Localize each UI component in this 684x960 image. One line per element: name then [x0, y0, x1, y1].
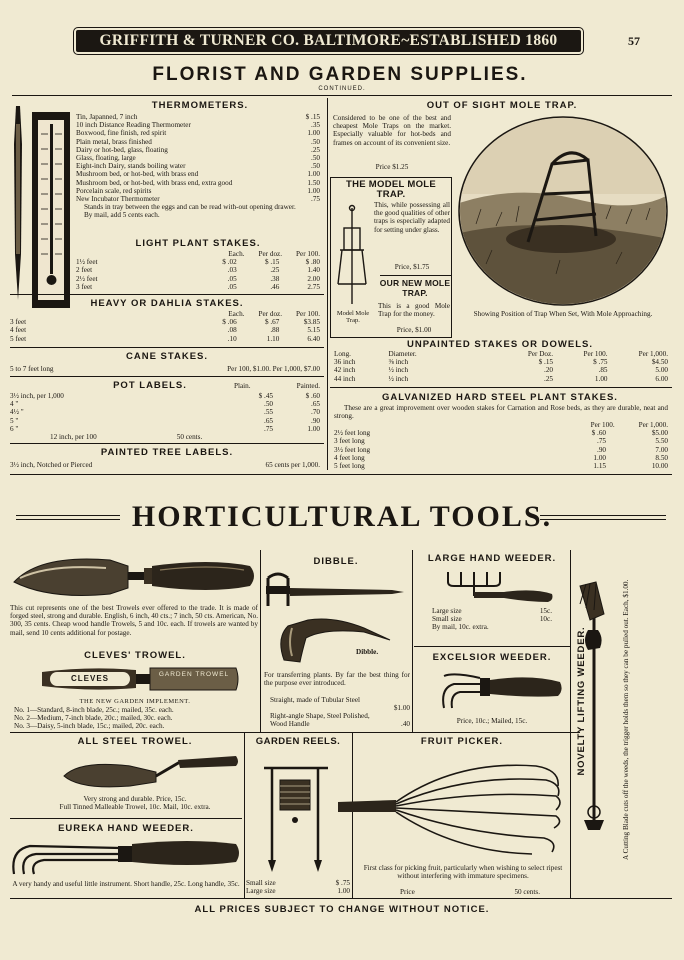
list-item: Small size 10c.	[432, 615, 552, 624]
divider	[10, 898, 672, 899]
unpainted-stakes-table	[334, 350, 668, 383]
list-item: No. 3—Daisy, 5-inch blade, 15c.; mailed, 20c. each.	[14, 722, 165, 731]
table-row: 1½ feet $ .02 $ .15 $ .80	[76, 258, 320, 267]
novelty-weeder-heading: NOVELTY LIFTING WEEDER.	[576, 626, 587, 776]
list-item: Plain metal, brass finished .50	[76, 137, 320, 146]
column-divider	[260, 550, 261, 732]
eureka-weeder-description: A very handy and useful little instrument. Short handle, 25c. Long handle, 35c.	[12, 880, 240, 888]
novelty-weeder-description: A Cutting Blade cuts off the weeds, the trigger holds them so they can be pulled out. Each, $1.00.	[622, 579, 630, 860]
steel-trowel-text: Very strong and durable. Price, 15c.	[83, 795, 187, 803]
list-item: Large size 1.00	[246, 887, 350, 896]
fruit-picker-illustration	[336, 756, 568, 860]
table-row: 4 " .50 .65	[10, 400, 320, 409]
footer-note: ALL PRICES SUBJECT TO CHANGE WITHOUT NOTICE.	[194, 904, 490, 915]
list-item: No. 2—Medium, 7-inch blade, 20c.; mailed, 30c. each.	[14, 714, 173, 723]
top-divider	[12, 95, 672, 96]
steel-trowel-text2: Full Tinned Malleable Trowel, 10c. Mail, 10c. extra.	[59, 803, 211, 811]
table-row: 6 " .75 1.00	[10, 424, 320, 433]
galvanized-stakes-table	[334, 421, 668, 470]
list-item: No. 1—Standard, 8-inch blade, 25c.; mailed, 35c. each.	[14, 706, 174, 714]
excelsior-weeder-heading: EXCELSIOR WEEDER.	[432, 652, 552, 663]
table-row: 3 feet $ .06 $ .67 $3.85	[10, 318, 320, 327]
table-header: Each. Per doz. Per 100.	[228, 250, 320, 258]
table-row: 3 feet long .75 5.50	[334, 437, 668, 446]
new-mole-trap-price: Price, $1.00	[396, 326, 432, 334]
large-weeder-mail: By mail, 10c. extra.	[432, 623, 489, 632]
section-title: FLORIST AND GARDEN SUPPLIES.	[152, 64, 528, 85]
trowel-description: This cut represents one of the best Trowels ever offered to the trade. It is made of forged steel, strong and durable. English, 6 inch, 40 cts.; 7 inch, 50 cts. American, No. 300, 35 cents. Cheap wood handle Trowels, 5 and 10c. each. If trowels are wanted by mail, send 10 cents additional for postage.	[10, 604, 258, 637]
thermometers-list	[76, 113, 320, 220]
table-header: Per 100. Per 1,000.	[590, 421, 668, 429]
table-row: 42 inch ½ inch .20 .85 5.00	[334, 366, 668, 375]
table-row: 4 feet long 1.00 8.50	[334, 453, 668, 462]
divider	[330, 387, 672, 388]
thermometer-illustration	[8, 104, 72, 310]
divider	[10, 294, 324, 295]
dibble-right-angle: Right-angle Shape, Steel Polished, Wood Handle .40	[270, 712, 410, 729]
list-item: Large size 15c.	[432, 607, 552, 615]
list-item: Eight-inch Dairy, stands boiling water .50	[76, 162, 320, 171]
column-divider	[327, 98, 328, 470]
fruit-picker-heading: FRUIT PICKER.	[420, 736, 504, 747]
list-item: New Incubator Thermometer .75	[76, 195, 320, 204]
cane-stakes-heading: CANE STAKES.	[125, 351, 209, 362]
mole-trap-description: Considered to be one of the best and cheapest Mole Traps on the market. Especially valuable for hot-beds and frames on account of its convenient size.	[333, 114, 451, 147]
excelsior-weeder-illustration	[440, 668, 566, 712]
thermometers-note: Stands in tray between the eggs and can be read with-out opening drawer.	[84, 203, 296, 212]
pot-labels-table	[10, 392, 320, 441]
cleves-brand-label: CLEVES	[50, 672, 130, 686]
column-divider	[244, 732, 245, 898]
list-item: Boxwood, fine finish, red spirit 1.00	[76, 129, 320, 138]
unpainted-stakes-heading: UNPAINTED STAKES OR DOWELS.	[406, 339, 594, 350]
table-row: 3½ feet long .90 7.00	[334, 445, 668, 454]
divider	[10, 443, 324, 444]
table-row: 44 inch ½ inch .25 1.00 6.00	[334, 374, 668, 383]
fruit-picker-price-row: Price 50 cents.	[400, 888, 540, 896]
divider	[10, 474, 672, 475]
thermometers-mail-note: By mail, add 5 cents each.	[84, 211, 160, 220]
large-weeder-illustration	[444, 568, 556, 604]
table-row: 2½ feet long $ .60 $5.00	[334, 429, 668, 438]
galvanized-stakes-description: These are a great improvement over wooden stakes for Carnation and Rose beds, as they are durable, neat and strong.	[334, 404, 668, 421]
table-row: 5 " .65 .90	[10, 416, 320, 425]
divider	[10, 376, 324, 377]
continued-label: CONTINUED.	[318, 86, 366, 92]
table-header: Each. Per doz. Per 100.	[228, 310, 320, 318]
dibble-label: Dibble.	[356, 648, 379, 656]
list-item: Small size $ .75	[246, 879, 350, 887]
table-row: 12 inch, per 100 50 cents.	[50, 433, 203, 442]
cleves-trowel-list	[14, 706, 260, 731]
mole-trap-caption: Showing Position of Trap When Set, With Mole Approaching.	[473, 310, 653, 318]
model-mole-trap-illustration	[334, 204, 370, 310]
table-row: 5 feet long 1.15 10.00	[334, 462, 668, 471]
trowel-illustration	[10, 548, 260, 602]
heavy-stakes-table	[10, 310, 320, 343]
cleves-stamp: GARDEN TROWEL	[158, 671, 230, 678]
table-row: 2½ feet .05 .38 2.00	[76, 274, 320, 283]
cleves-subtitle: THE NEW GARDEN IMPLEMENT.	[79, 698, 191, 705]
painted-tree-labels-heading: PAINTED TREE LABELS.	[100, 447, 234, 458]
table-row: 2 feet .03 .25 1.40	[76, 266, 320, 275]
table-row: 3 feet .05 .46 2.75	[76, 282, 320, 291]
table-row: 4½ " .55 .70	[10, 408, 320, 417]
list-item: Mushroom bed, or hot-bed, with brass end 1.00	[76, 170, 320, 179]
mole-trap-price: Price $1.25	[375, 163, 409, 171]
column-divider	[570, 550, 571, 898]
dibble-straight-price-row: $1.00	[393, 704, 410, 712]
horticultural-tools-title: HORTICULTURAL TOOLS.	[131, 500, 553, 533]
garden-reels-illustration	[258, 750, 338, 874]
cleves-trowel-illustration	[40, 664, 240, 694]
eureka-weeder-heading: EUREKA HAND WEEDER.	[58, 823, 194, 834]
light-plant-stakes-table	[76, 250, 320, 291]
divider	[414, 646, 570, 647]
divider	[380, 275, 452, 276]
large-weeder-prices	[432, 607, 552, 632]
dibble-straight: Straight, made of Tubular Steel	[270, 696, 361, 704]
list-item: Dairy or hot-bed, glass, floating .25	[76, 145, 320, 154]
mole-trap-heading: OUT OF SIGHT MOLE TRAP.	[426, 100, 578, 111]
table-row: 36 inch ⅜ inch $ .15 $ .75 $4.50	[334, 358, 668, 367]
large-weeder-heading: LARGE HAND WEEDER.	[427, 553, 557, 564]
dibble-heading: DIBBLE.	[313, 556, 359, 567]
new-mole-trap-heading: OUR NEW MOLE TRAP.	[379, 278, 451, 298]
garden-reels-heading: GARDEN REELS.	[255, 736, 341, 747]
table-row: 4 feet .08 .88 5.15	[10, 326, 320, 335]
model-mole-trap-heading: THE MODEL MOLE TRAP.	[345, 179, 437, 200]
divider	[10, 818, 242, 819]
table-row: 5 feet .10 1.10 6.40	[10, 334, 320, 343]
list-item: 10 inch Distance Reading Thermometer .35	[76, 121, 320, 130]
excelsior-weeder-price: Price, 10c.; Mailed, 15c.	[456, 717, 528, 725]
mole-trap-illustration	[456, 114, 670, 308]
page-banner: GRIFFITH & TURNER CO. BALTIMORE~ESTABLISHED 1860	[76, 30, 581, 52]
fruit-picker-description: First class for picking fruit, particularly when wishing to select ripest without interfering with immature specimens.	[363, 864, 563, 881]
cane-stakes-row: 5 to 7 feet long Per 100, $1.00. Per 1,000, $7.00	[10, 365, 320, 373]
column-divider	[412, 550, 413, 732]
pot-labels-heading: POT LABELS.	[113, 380, 187, 391]
model-mole-trap-description: This, while possessing all the good qualities of other traps is especially adapted for setting under glass.	[374, 201, 450, 234]
painted-tree-labels-row: 3½ inch, Notched or Pierced 65 cents per 1,000.	[10, 461, 320, 469]
heavy-stakes-heading: HEAVY OR DAHLIA STAKES.	[90, 298, 244, 309]
table-row: 3½ inch, per 1,000 $ .45 $ .60	[10, 392, 320, 400]
all-steel-trowel-heading: ALL STEEL TROWEL.	[77, 736, 193, 747]
galvanized-stakes-heading: GALVANIZED HARD STEEL PLANT STAKES.	[382, 392, 618, 403]
list-item: Tin, Japanned, 7 inch $ .15	[76, 113, 320, 121]
list-item: Porcelain scale, red spirits 1.00	[76, 186, 320, 195]
dibble-description: For transferring plants. By far the best thing for the purpose ever introduced.	[264, 671, 410, 688]
new-mole-trap-description: This is a good Mole Trap for the money.	[378, 302, 450, 319]
eureka-weeder-illustration	[10, 836, 242, 878]
thermometers-heading: THERMOMETERS.	[151, 100, 249, 111]
pot-labels-columns: Plain. Painted.	[234, 382, 320, 390]
list-item: Mushroom bed, or hot-bed, with brass end, extra good 1.50	[76, 178, 320, 187]
model-mole-trap-caption: Model Mole Trap.	[336, 310, 370, 324]
light-plant-stakes-heading: LIGHT PLANT STAKES.	[135, 238, 261, 249]
model-mole-trap-price: Price, $1.75	[394, 263, 430, 271]
steel-trowel-illustration	[60, 752, 240, 792]
table-header: Long. Diameter. Per Doz. Per 100. Per 1,000.	[334, 350, 668, 358]
cleves-trowel-heading: CLEVES' TROWEL.	[84, 650, 186, 661]
list-item: Glass, floating, large .50	[76, 154, 320, 163]
divider	[10, 347, 324, 348]
page-number: 57	[628, 34, 640, 48]
garden-reels-prices	[246, 879, 350, 895]
divider	[10, 732, 580, 733]
